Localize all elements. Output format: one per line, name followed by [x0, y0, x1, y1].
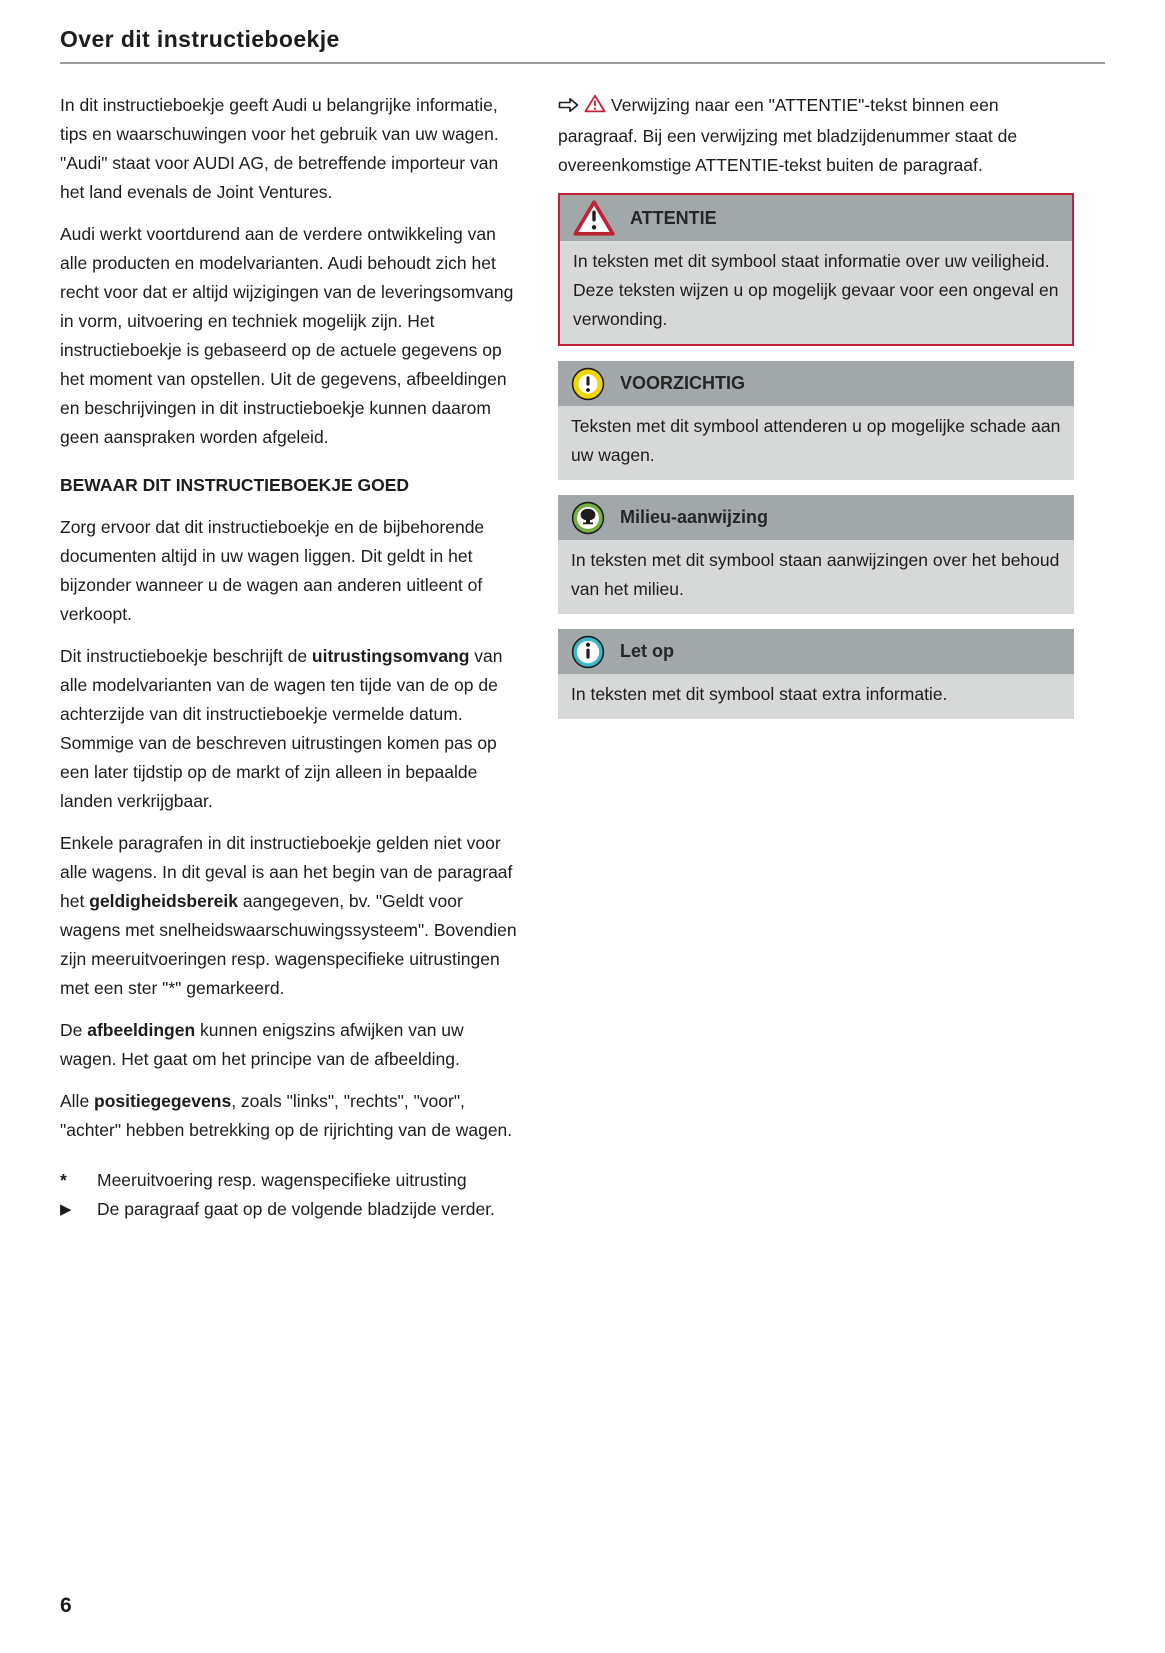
footnotes	[60, 1166, 522, 1224]
notice-header	[558, 495, 1074, 540]
left-column	[60, 91, 522, 1224]
warning-triangle-icon	[573, 200, 615, 236]
footnote-continuation	[60, 1195, 522, 1224]
notice-header	[558, 629, 1074, 674]
paragraph	[60, 1016, 522, 1074]
paragraph	[60, 829, 522, 1003]
page-number: 6	[60, 1594, 72, 1617]
footnote-text: De paragraaf gaat op de volgende bladzijde verder.	[97, 1199, 495, 1219]
section-subheading: BEWAAR DIT INSTRUCTIEBOEKJE GOED	[60, 475, 410, 495]
paragraph-text: De	[60, 1020, 88, 1040]
notice-title: Milieu-aanwijzing	[620, 507, 769, 527]
bold-term: uitrustingsomvang	[311, 646, 470, 666]
paragraph-text: aangegeven, bv. "Geldt voor wagens met snelheidswaarschuwingssysteem". Bovendien zijn meeruitvoeringen resp. wagenspecifieke uitrustingen met een ster "*" gemarkeerd.	[60, 891, 517, 998]
paragraph-text: Alle	[60, 1091, 95, 1111]
bold-term: afbeeldingen	[87, 1020, 196, 1040]
reference-arrow-icon	[558, 93, 579, 122]
reference-text: Verwijzing naar een "ATTENTIE"-tekst binnen een paragraaf. Bij een verwijzing met bladzijdenummer staat de overeenkomstige ATTENTIE-tekst buiten de paragraaf.	[558, 95, 1018, 175]
paragraph-text: Enkele paragrafen in dit instructieboekje gelden niet voor alle wagens. In dit geval is aan het begin van de paragraaf het	[60, 833, 513, 911]
notice-box-letop	[558, 629, 1074, 719]
notice-title: ATTENTIE	[630, 207, 717, 228]
paragraph-text: van alle modelvarianten van de wagen ten tijde van de op de achterzijde van dit instructieboekje vermelde datum. Sommige van de beschreven uitrustingen komen pas op een later tijdstip op de markt of zijn alleen in bepaalde landen verkrijgbaar.	[60, 646, 503, 811]
reference-paragraph	[558, 91, 1074, 180]
notice-body: In teksten met dit symbool staat informatie over uw veiligheid. Deze teksten wijzen u op mogelijk gevaar voor een ongeval en verwonding.	[560, 241, 1072, 344]
notice-body: In teksten met dit symbool staan aanwijzingen over het behoud van het milieu.	[558, 540, 1074, 614]
paragraph: Audi werkt voortdurend aan de verdere ontwikkeling van alle producten en modelvarianten. Audi behoudt zich het recht voor dat er altijd wijzigingen van de leveringsomvang in vorm, uitvoering en techniek mogelijk zijn. Het instructieboekje is gebaseerd op de actuele gegevens op het moment van opstellen. Uit de gegevens, afbeeldingen en beschrijvingen in dit instructieboekje kunnen daarom geen aanspraken worden afgeleid.	[60, 224, 514, 447]
footnote-text: Meeruitvoering resp. wagenspecifieke uitrusting	[97, 1170, 467, 1190]
notice-box-voorzichtig	[558, 361, 1074, 480]
two-column-layout	[60, 91, 1105, 1224]
paragraph-text: , zoals "links", "rechts", "voor", "achter" hebben betrekking op de rijrichting van de wagen.	[60, 1091, 513, 1140]
caution-circle-icon	[571, 367, 605, 401]
notice-header	[560, 195, 1072, 241]
paragraph	[60, 642, 522, 816]
warning-triangle-small-icon	[584, 93, 606, 122]
environment-tree-icon	[571, 501, 605, 535]
paragraph	[60, 1087, 522, 1145]
bold-term: geldigheidsbereik	[89, 891, 238, 911]
notice-body: Teksten met dit symbool attenderen u op mogelijke schade aan uw wagen.	[558, 406, 1074, 480]
continue-triangle-icon: ▶	[60, 1200, 72, 1218]
notice-header	[558, 361, 1074, 406]
paragraph-text: Dit instructieboekje beschrijft de	[60, 646, 312, 666]
paragraph: Zorg ervoor dat dit instructieboekje en de bijbehorende documenten altijd in uw wagen liggen. Dit geldt in het bijzonder wanneer u de wagen aan anderen uitleent of verkoopt.	[60, 517, 485, 624]
page-title: Over dit instructieboekje	[60, 26, 340, 52]
paragraph: In dit instructieboekje geeft Audi u belangrijke informatie, tips en waarschuwingen voor het gebruik van uw wagen. "Audi" staat voor AUDI AG, de betreffende importeur van het land evenals de Joint Ventures.	[60, 95, 499, 202]
notice-body: In teksten met dit symbool staat extra informatie.	[558, 674, 1074, 719]
asterisk-marker: *	[60, 1170, 67, 1190]
notice-title: Let op	[620, 641, 674, 661]
paragraph-text: kunnen enigszins afwijken van uw wagen. Het gaat om het principe van de afbeelding.	[60, 1020, 464, 1069]
notice-box-milieu	[558, 495, 1074, 614]
notice-box-attentie	[558, 193, 1074, 346]
title-rule	[60, 62, 1105, 64]
footnote-star	[60, 1166, 522, 1195]
notice-title: VOORZICHTIG	[620, 373, 745, 393]
bold-term: positiegegevens	[94, 1091, 232, 1111]
right-column	[558, 91, 1074, 734]
info-circle-icon	[571, 635, 605, 669]
